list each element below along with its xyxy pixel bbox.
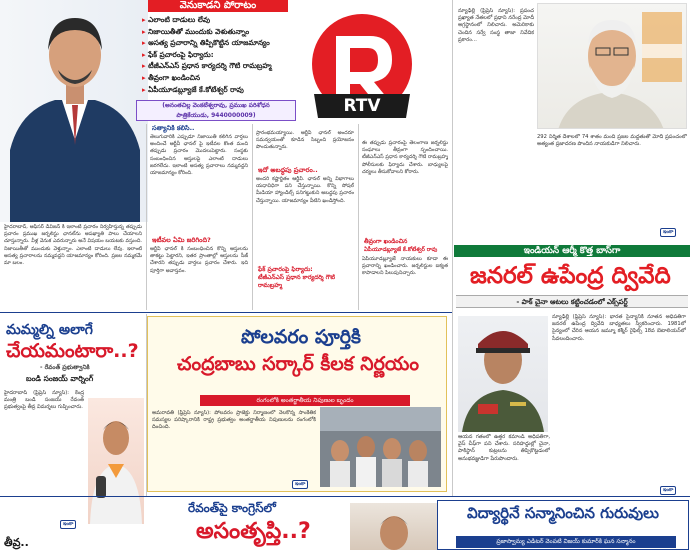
polavaram-body: అమరావతి (ఫ్రీప్రెస్ న్యూస్): పోలవరం ప్రాజెక్టు నిర్మాణంలో నెలకొన్న సాంకేతిక సమస్యల పరిష్కారానికి రాష్ట్ర ప్రభుత్వం అంతర్జాతీయ నిపుణులను రంగంలోకి దించింది. [152,410,316,431]
subhead-condemn: తీవ్రంగా ఖండించిన [364,238,408,245]
bottom-left-cut-headline: తీవ్ర.. [4,536,29,549]
bandi-body: హైదరాబాద్ (ఫ్రీప్రెస్ న్యూస్): కేంద్ర మంత్రి బండి సంజయ్ రేవంత్ ప్రభుత్వంపై తీవ్ర విమర్శలు గుప్పించారు. [4,390,84,411]
polavaram-headline-2: చంద్రబాబు సర్కార్ కీలక నిర్ణయం [177,353,419,375]
top-story-body-col2b: ఆర్టీవీ ఛానల్ కి సంబంధించిన కొన్ని ఆస్తులను తాకట్టు పెట్టారని, ఇతర ప్రాంతాల్లో ఆస్తులను సీజ్ చేశారని తప్పుడు వార్తలు ప్రచారం చేశారు. ఇది పూర్తిగా అవాస్తవం. [150,246,248,274]
journalist-photo-art [0,0,148,222]
bandi-headline-2: చేయమంటారా..? [6,340,139,362]
bandi-headline-1: మమ్మల్ని అలాగే [6,322,93,338]
bandi-subhead: - రేవంత్ ప్రభుత్వానికి [40,364,90,371]
top-story-body-col4: ఈ తప్పుడు ప్రచారంపై తెలంగాణ జర్నలిస్టు సంఘాలు తీవ్రంగా స్పందించాయి. టీజీఎన్‌ఎస్ ప్రధాన కార్యదర్శి గౌటి రామబ్రహ్మ పోలీసులకు ఫిర్యాదు చేశారు. బాధ్యులపై చర్యలు తీసుకోవాలని కోరారు. [362,140,448,175]
subhead-what-happened: ఇటీవల ఏమి జరిగింది? [152,236,211,244]
army-band: ఇండియన్ ఆర్మీ కొత్త బాస్‌గా [454,245,690,257]
bullet-item: ▸ ఏపీయూడబ్ల్యూజే కే.కోటేశ్వర్ రావు [142,84,304,96]
revanth-headline-1: రేవంత్‌పై కాంగ్రెస్‌లో [188,501,276,515]
top-story-body-col1: హైదరాబాద్, ఆఫీసర్ డివిజన్ కి ఇలాంటి ప్రచారం నిర్వహిస్తున్న తప్పుడు ప్రచారం ప్రముఖ జర్నలిస్టు ఛానల్‌ను అపఖ్యాతి పాలు చేయాలని చూస్తున్నారు. వీళ్ల వెనుక ఎవరున్నారు అనే విషయం బయటకు వస్తుంది. నిజాయితీతో ముందుకు వెళ్తున్నాం. ఎలాంటి దాడులు లేవు. ఇలాంటి అసత్య ప్రచారాలను నమ్మవద్దని యాజమాన్యం కోరింది. ప్రజల నమ్మకమే మా బలం. [4,224,142,267]
modi-story-intro: న్యూఢిల్లీ (ఫ్రీప్రెస్ న్యూస్): ప్రపంచ ప్రఖ్యాత నేతలలో ప్రధాని నరేంద్ర మోదీ అగ్రస్థానంలో నిలిచారు. అమెరికాకు చెందిన సర్వే సంస్థ తాజా నివేదిక ప్రకారం... [458,8,534,43]
vidyarthi-headline: విద్యార్థినే సన్మానించిన గురువులు [467,504,659,522]
polavaram-photo [320,407,441,487]
army-headline: జనరల్ ఉపేంద్ర ద్వివేది [470,263,671,289]
top-banner-headline: వెనుకాడని పోరాటం [148,0,288,12]
top-story-bullets [142,14,304,95]
bullet-item: ▸ ఫేక్ ప్రచారంపై ఫిర్యాదు: [142,49,304,61]
army-body-col2: ఆయన గతంలో ఉత్తర కమాండ్ అధిపతిగా, వైస్ చీఫ్‌గా పని చేశారు. సరిహద్దుల్లో చైనా, పాకిస్థాన్ కుట్రలను తిప్పికొట్టడంలో అనుభవజ్ఞుడిగా పేరుపొందారు. [458,434,550,462]
top-story-body-col4b: ఏపీయూడబ్ల్యూజే నాయకులు కూడా ఈ ప్రచారాన్ని ఖండించారు. జర్నలిస్టుల ఐక్యత కాపాడాలని పిలుపునిచ్చారు. [362,256,448,277]
top-story-body-col3: ప్రారంభమయ్యాయి. ఆర్టీవీ ఛానల్ అందరూ సమన్వయంతో కూడిన సిబ్బంది ప్రయోజనం పొందుతున్నారు. [256,130,354,151]
author-note-line: పాత్రికేయుడు, 9440000009) [176,111,256,119]
subhead-condemn-b: ఏపీయూడబ్ల్యూజే కే.కోటేశ్వర్ రావు [364,247,438,253]
bandi-warning: బండి సంజయ్ వార్నింగ్ [26,374,94,383]
subhead-fake: ఇదో అబద్ధపు ప్రచారం.. [258,166,318,174]
rtv-logo [308,8,416,140]
bullet-item: ▸ ఎలాంటి దాడులు లేవు [142,14,304,26]
subhead-complaint-b: టీజీఎన్‌ఎస్ ప్రధాన కార్యదర్శి గౌటి రామబ్రహ్మ [258,274,335,289]
bullet-item: ▸ టీజీఎన్‌ఎస్ ప్రధాన కార్యదర్శి గౌటి రామబ్రహ్మ [142,60,304,72]
top-story-body-col2: తెలుగువారికి ఎప్పుడూ నిజాయితీ కలిగిన వార్తలు అందించే ఆర్టీవీ ఛానల్ పై ఇటీవల కొంత మంది తప్పుడు ప్రచారం మొదలుపెట్టారు. సంస్థకు సంబంధించిన ఆస్తులపై ఎలాంటి దాడులు జరగలేదు. ఇలాంటి అసత్య ప్రచారాలు నమ్మవద్దని యాజమాన్యం కోరింది. [150,134,248,177]
more-link[interactable]: ఇంకా [660,486,676,495]
polavaram-band: రంగంలోకి అంతర్జాతీయ నిపుణుల బృందం [200,395,410,406]
general-photo [458,316,548,432]
army-subheadline: - పాక్ చైనా ఆటలు కట్టించడంలో ఎక్స్‌పర్ట్ [456,295,688,308]
subhead-complaint: ఫేక్ ప్రచారంపై ఫిర్యాదు: [258,266,313,273]
more-link[interactable]: ఇంకా [660,228,676,237]
army-body: న్యూఢిల్లీ (ఫ్రీప్రెస్ న్యూస్): భారత సైన్యానికి నూతన అధిపతిగా జనరల్ ఉపేంద్ర ద్వివేది బాధ్యతలు స్వీకరించారు. 1981లో సైన్యంలో చేరిన ఆయన జమ్మూ కశ్మీర్ రైఫిల్స్ 18వ బెటాలియన్‌లో సేవలందించారు. [552,314,686,342]
modi-story-body: 292 నిర్మిత దేశాలలో 74 శాతం మంది ప్రజల మద్దతుతో మోదీ ప్రపంచంలో అత్యంత ప్రజాదరణ పొందిన నాయకుడిగా నిలిచారు. [537,134,687,148]
revanth-headline-2: అసంతృప్తి..? [196,519,311,544]
rtv-logo-text: RTV [343,96,381,116]
polavaram-headline-1: పోలవరం పూర్తికి [241,326,361,348]
bandi-photo [88,398,144,524]
modi-photo [537,3,687,129]
bullet-item: ▸ నిజాయితీతో ముందుకు వెళుతున్నాం [142,26,304,38]
bullet-item: ▸ తీవ్రంగా ఖండించిన [142,72,304,84]
author-note-line: (అనంతచిల్ల వెంకటేశ్వరావు, ప్రముఖ పరిశోధన [162,102,270,109]
journalist-photo [0,0,148,222]
vidyarthi-band: ప్రజాస్వామ్య ఎడిటర్ వెంపటి విజయ్ కుమార్‌కి ఘన సన్మానం [456,536,676,548]
more-link[interactable]: ఇంకా [292,480,308,489]
bullet-item: ▸ అసత్య ప్రచారాన్ని తిప్పికొట్టిన యాజమాన్యం [142,37,304,49]
revanth-photo [350,503,438,550]
more-link[interactable]: ఇంకా [60,520,76,529]
author-note [136,100,296,121]
top-story-body-col3b: అందరి కష్టార్జితం ఆర్టీవీ. ఛానల్ అన్ని విభాగాలు యధావిధిగా పని చేస్తున్నాయి. కొన్ని సోషల్ మీడియా హ్యాండిల్స్ పనిగట్టుకుని అబద్ధపు ప్రచారం చేస్తున్నాయి. యాజమాన్యం వీటిని ఖండిస్తోంది. [256,176,354,204]
subhead-satyaniki: సత్యానికి కలిసి.. [152,124,195,132]
